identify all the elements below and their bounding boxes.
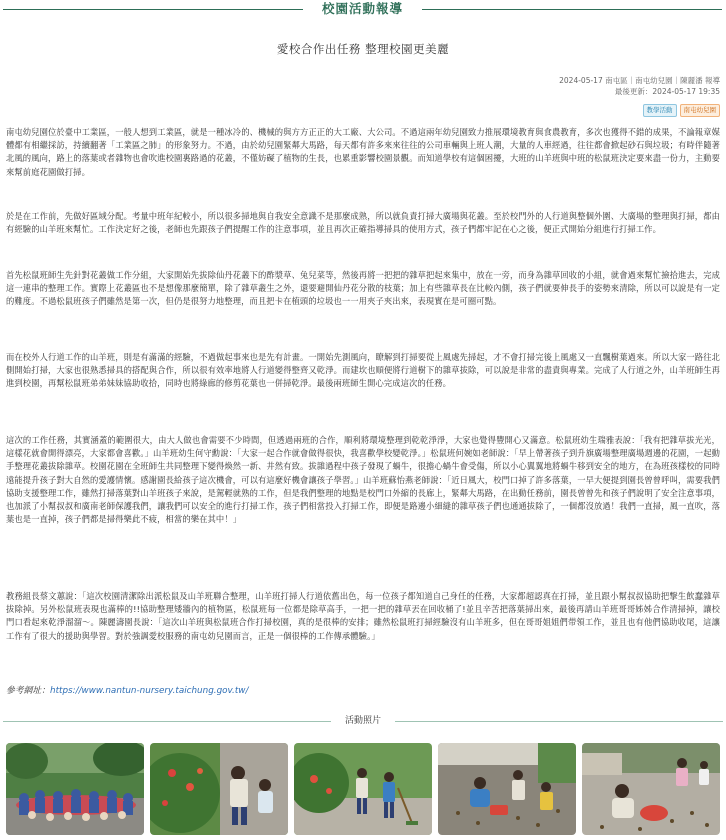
activity-photo-5[interactable]	[582, 743, 720, 835]
activity-photo-2[interactable]	[150, 743, 288, 835]
section-title: 校園活動報導	[321, 1, 403, 16]
photos-header	[0, 713, 726, 731]
section-header-divider-left	[3, 9, 303, 10]
article-tags	[643, 104, 721, 117]
reference-link[interactable]: https://www.nantun-nursery.taichung.gov.tw/	[50, 686, 249, 696]
article-paragraph: 這次的工作任務，其實涵蓋的範圍很大，由大人做也會需要不少時間，但透過兩班的合作，順利將環境整理到乾乾淨淨，大家也覺得豐開心又滿意。松鼠班幼生瑞雅表說：「我有把雜草拔光光，這樣花就會開得漂亮，大家都會喜歡。」山羊班幼生何守勳說：「大家一起合作就會做得很快，我喜歡學校變乾淨。」松鼠班何婉如老師說：「早上帶著孩子到升旗廣場整理廣場週邊的花園，一起動手整理花叢拔除雜草。校園花園在全班師生共同整理下變得煥然一新、井然有致。拔雜過程中孩子發現了蝸牛，很擔心蝸牛會受傷，所以小心翼翼地將蝸牛移到安全的地方，在為班孩樣校的同時遠能提升孩子對大自然的愛護情懷。感謝園長給孩子這次機會，可以有這麼好機會讓孩子學習。」山羊班蘇怡燕老師說：「近日風大，校門口掉了許多落葉，一早大便提到園長曾曾呼叫，需要我們協助支援整理工作，雖然打掃落葉對山羊班孩子來說，是駕輕就熟的工作，但是我們整理的地點是校門口外縮的長廊上，緊鄰大馬路，在出動任務前，園長曾曾先和孩子們說明了安全注意事項，也加派了小幫叔叔和廣南老師保護我們，讓我們可以安全的進行打掃工作，孩子們相當投入打掃工作，即便是路邊小細縫的雜草孩子們也通通拔除了，一個都沒放過！我們一直掃，風一直吹，落葉也是一直掉，孩子們都是掃得樂此不疲，相當的樂在其中！」	[6, 435, 720, 525]
photos-divider-right	[395, 721, 723, 722]
reference	[6, 683, 248, 696]
activity-photo-3[interactable]	[294, 743, 432, 835]
tag-kindergarten[interactable]: 南屯幼兒園	[680, 104, 721, 117]
reference-label: 參考網址：	[6, 686, 50, 696]
activity-photo-1[interactable]	[6, 743, 144, 835]
article-paragraph: 而在校外人行道工作的山羊班，則是有滿滿的經驗，不過做起事來也是先有計畫。一開始先測風向，瞭解到打掃要從上風處先掃起，才不會打掃完後上風處又一直飄樹葉過來。所以大家一路往北側開始打掃，大家也很熟悉掃具的搭配與合作，所以很有效率地將人行道變得整齊又乾淨。而建坎也順便將行道樹下的雜草拔除，可以說是非常的盡責與專業。完成了人行道之外，山羊班師生再進到校園，再幫松鼠班弟弟妹妹協助收拾，同時也將綠廊的修剪花葉也一併掃乾淨。最後兩班師生開心完成這次的任務。	[6, 352, 720, 389]
photo-sweeping-image	[294, 743, 432, 835]
photo-courtyard-image	[582, 743, 720, 835]
article-paragraph: 首先松鼠班師生先針對花叢做工作分組，大家開始先拔除仙丹花叢下的酢漿草、兔兒菜等，然後再將一把把的雜草把起來集中，放在一旁，而身為雜草回收的小組，就會過來幫忙撿拾進去，完成這一連串的整理工作。實際上花叢區也不是想像那麼簡單，除了雜草叢生之外，還要避開仙丹花分散的枝葉；加上有些雜草長在比較內側，孩子們就要伸長手的姿勢來清除，所以可以說是有一定的難度。不過松鼠班孩子們雖然是第一次，但仍是很努力地整理，而且把卡在植頭的垃圾也一一用夾子夾出來，表現實在是可圈可點。	[6, 270, 720, 307]
photo-group-garden-image	[6, 743, 144, 835]
article-paragraph: 南屯幼兒園位於臺中工業區，一般人想到工業區，就是一種冰冷的、機械的與方方正正的大工廠、大公司。不過這兩年幼兒園致力推展環境教育與食農教育，多次也獲得不錯的成果，不論報章媒體都有相繼採訪，持續翻著「工業區之肺」的形象努力。不過，由於幼兒園緊鄰大馬路，每天都有許多來來往往的公司車輛與上班人潮，大量的人車經過，往往都會掀起砂石與垃圾；有時伴隨著北風的風向，路上的落葉或者雜物也會吹進校園裏路過的花叢，不僅妨礙了植物的生長，也累重影響校園景觀。而知道學校有這個困擾，大班的山羊班與中班的松鼠班決定要來盡一份力，主動要來幫前庭花園做打掃。	[6, 127, 720, 177]
article-paragraph: 教務組長蔡文蕙說：「這次校園清潔除出派松鼠及山羊班聯合整理，山羊班打掃人行道依舊出色，每一位孩子都知道自己身任的任務，大家都超認真在打掃，並且跟小幫叔叔協助把撃生飲蠢雜草拔除掉。另外松鼠班表現也滿棒的!!協助整理矮牆內的植物區，松鼠班每一位都是除草高手，一把一把的雜草丟在回收桶了!並且辛苦把落葉掃出來，最後再請山羊班哥哥姊姊合作清掃掉，讓校門口看起來乾淨溜溜～。陳麗濤園長說：「這次山羊班與松鼠班合作打掃校園，真的是很棒的安排；雖然松鼠班打掃經驗沒有山羊班多，但在哥哥姐姐們带領工作，並且也有他們協助收尾，這讓工作有了很大的援助與學習。對於強調愛校服務的南屯幼兒園而言，正是一個很棒的工作傳承體驗。」	[6, 591, 720, 641]
article-updated: 最後更新：2024-05-17 19:35	[614, 87, 720, 96]
article-title: 愛校合作出任務 整理校園更美麗	[276, 42, 450, 56]
article-paragraph: 於是在工作前，先做好區域分配。考量中班年紀較小，所以很多掃地與自我安全意識不是那麼成熟，所以就負責打掃大廣場與花叢。至於校門外的人行道與整個外圍、大廣場的整理與打掃，都由有經驗的山羊班來幫忙。工作決定好之後，老師也先跟孩子們提醒工作的注意事項，並且再次正確指導掃具的使用方式，孩子們都牢記在心之後，便正式開始分組進行打掃工作。	[6, 211, 720, 235]
article-byline: 2024-05-17 南屯區｜南屯幼兒園｜陳麗潘 報導	[559, 76, 720, 85]
section-header-divider-right	[422, 9, 722, 10]
photo-weeding-image	[150, 743, 288, 835]
photos-title: 活動照片	[344, 716, 381, 726]
tag-teaching-activity[interactable]: 教學活動	[643, 104, 677, 117]
activity-photo-4[interactable]	[438, 743, 576, 835]
photo-collecting-leaves-image	[438, 743, 576, 835]
photos-divider-left	[3, 721, 331, 722]
section-header	[0, 0, 726, 20]
